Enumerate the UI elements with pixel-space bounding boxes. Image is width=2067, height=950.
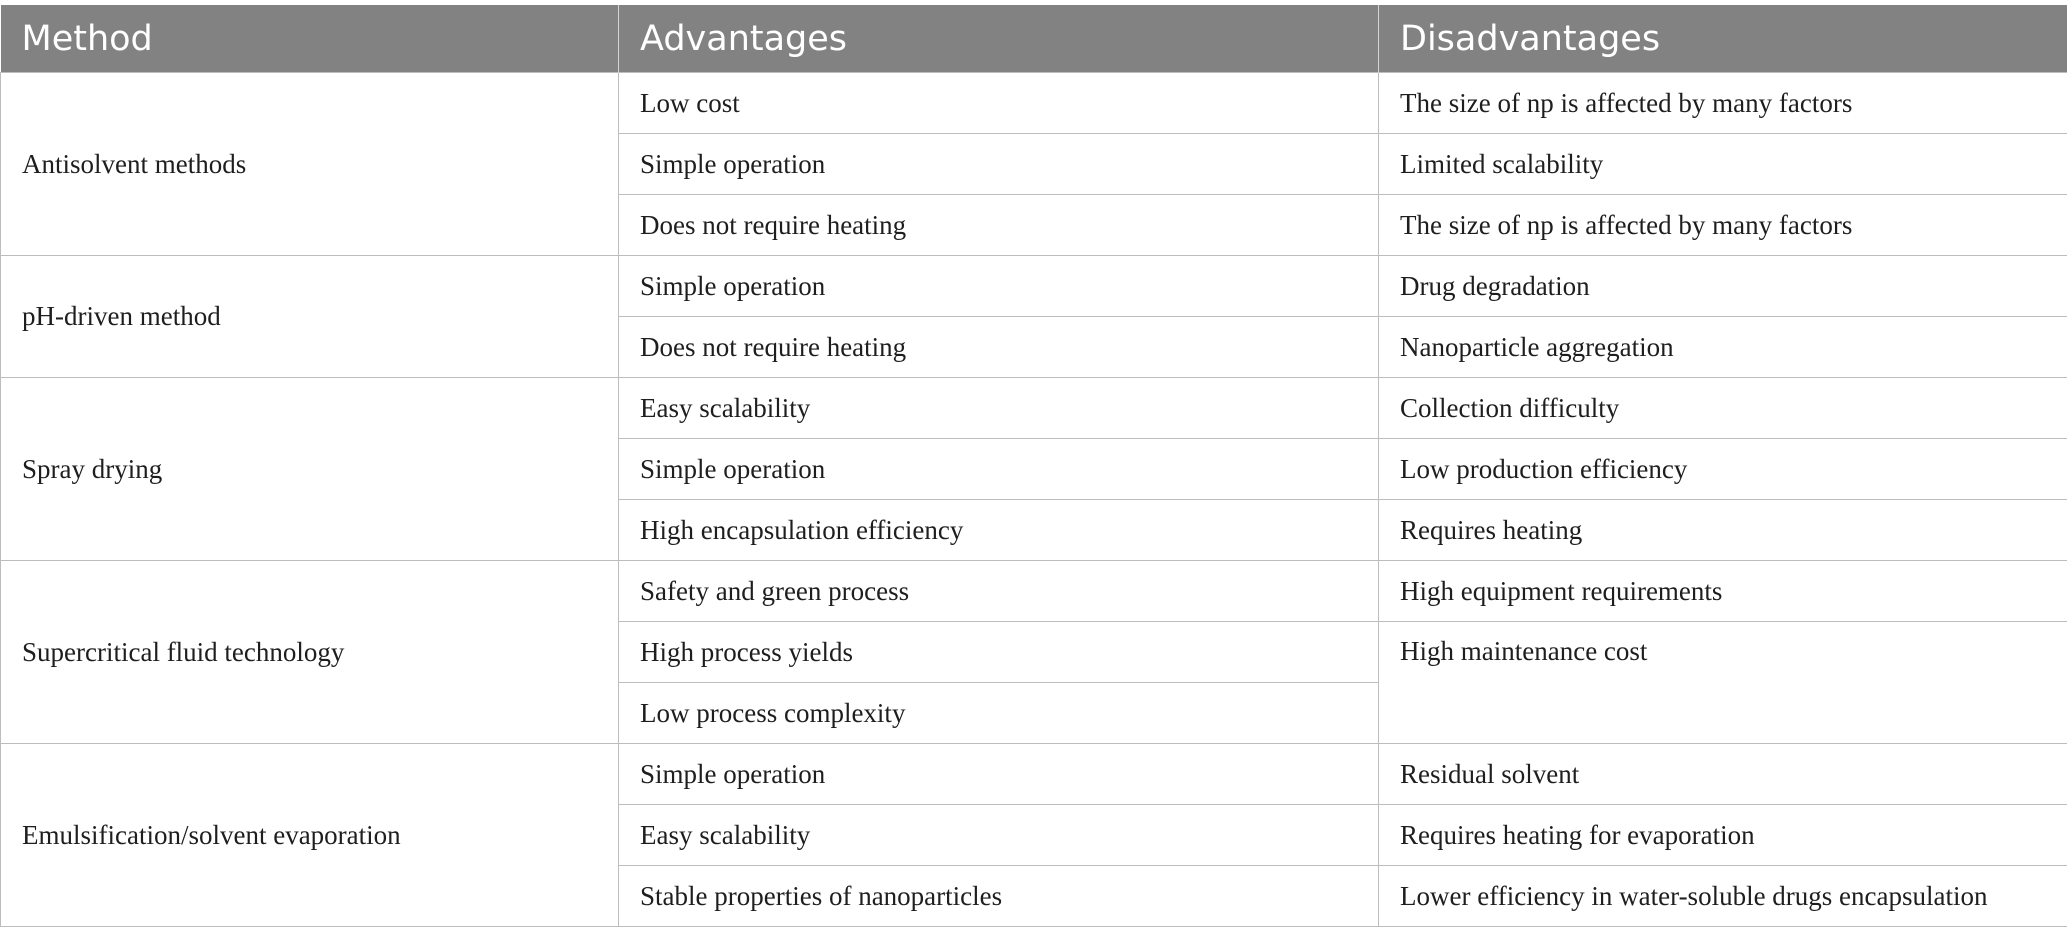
advantage-cell: Low cost xyxy=(619,73,1379,134)
disadvantage-cell: High equipment requirements xyxy=(1379,561,2067,622)
table-row xyxy=(1,561,2067,622)
header-method: Method xyxy=(1,5,619,73)
header-disadvantages: Disadvantages xyxy=(1379,5,2067,73)
advantage-cell: High process yields xyxy=(619,622,1379,683)
advantage-cell: Does not require heating xyxy=(619,317,1379,378)
advantage-cell: Does not require heating xyxy=(619,195,1379,256)
disadvantage-cell: Low production efficiency xyxy=(1379,439,2067,500)
disadvantage-cell: Lower efficiency in water-soluble drugs encapsulation xyxy=(1379,866,2067,927)
disadvantage-cell: Requires heating for evaporation xyxy=(1379,805,2067,866)
table-row xyxy=(1,378,2067,439)
disadvantage-cell: The size of np is affected by many factors xyxy=(1379,73,2067,134)
disadvantage-cell: Residual solvent xyxy=(1379,744,2067,805)
advantage-cell: Simple operation xyxy=(619,134,1379,195)
disadvantage-cell: The size of np is affected by many factors xyxy=(1379,195,2067,256)
table-header xyxy=(1,5,2067,73)
header-advantages: Advantages xyxy=(619,5,1379,73)
disadvantage-cell: High maintenance cost xyxy=(1379,622,2067,744)
advantage-cell: Simple operation xyxy=(619,744,1379,805)
method-cell-ph-driven: pH-driven method xyxy=(1,256,619,378)
disadvantage-cell: Collection difficulty xyxy=(1379,378,2067,439)
method-cell-emulsification: Emulsification/solvent evaporation xyxy=(1,744,619,927)
table-row xyxy=(1,256,2067,317)
advantage-cell: Easy scalability xyxy=(619,805,1379,866)
disadvantage-cell: Limited scalability xyxy=(1379,134,2067,195)
method-cell-spray-drying: Spray drying xyxy=(1,378,619,561)
table-row xyxy=(1,744,2067,805)
method-cell-antisolvent: Antisolvent methods xyxy=(1,73,619,256)
advantage-cell: Low process complexity xyxy=(619,683,1379,744)
methods-comparison-table xyxy=(0,5,2067,927)
advantage-cell: Stable properties of nanoparticles xyxy=(619,866,1379,927)
table-row xyxy=(1,73,2067,134)
disadvantage-cell: Drug degradation xyxy=(1379,256,2067,317)
advantage-cell: High encapsulation efficiency xyxy=(619,500,1379,561)
method-cell-supercritical: Supercritical fluid technology xyxy=(1,561,619,744)
advantage-cell: Safety and green process xyxy=(619,561,1379,622)
advantage-cell: Simple operation xyxy=(619,439,1379,500)
header-row xyxy=(1,5,2067,73)
disadvantage-cell: Nanoparticle aggregation xyxy=(1379,317,2067,378)
advantage-cell: Easy scalability xyxy=(619,378,1379,439)
disadvantage-cell: Requires heating xyxy=(1379,500,2067,561)
table-body xyxy=(1,73,2067,927)
advantage-cell: Simple operation xyxy=(619,256,1379,317)
